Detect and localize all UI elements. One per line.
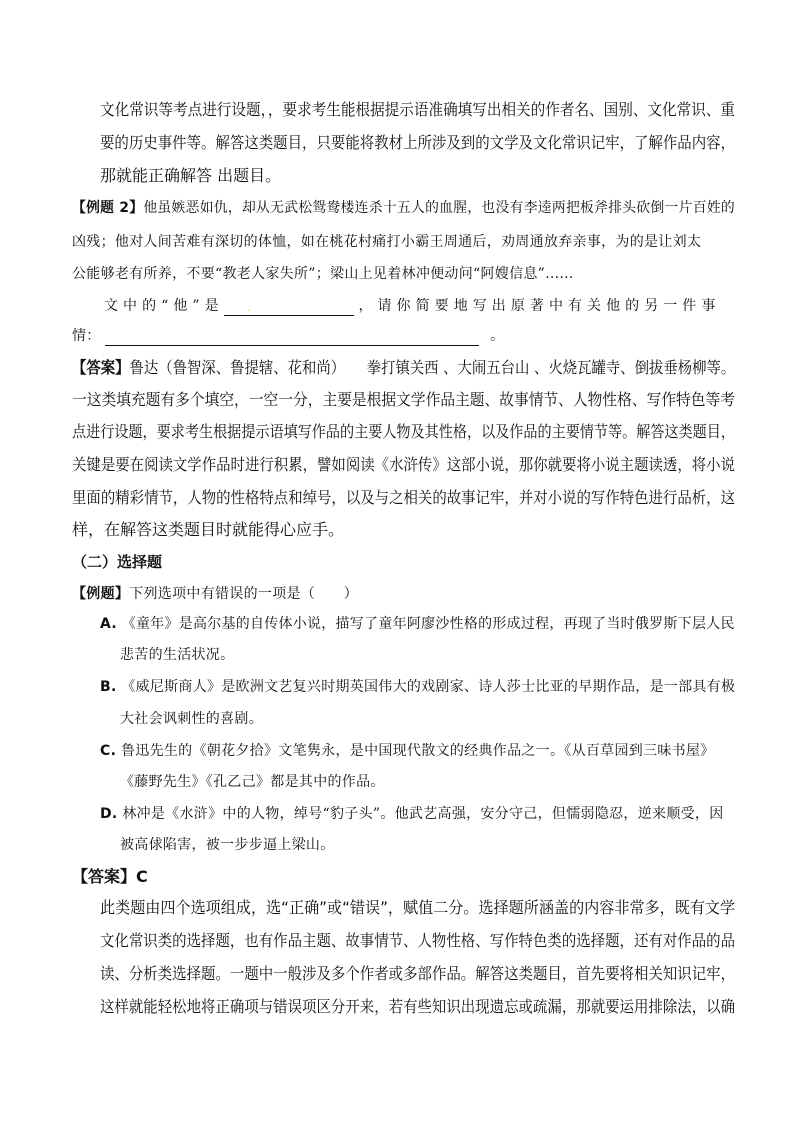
example2-line-3: 公能够老有所养，不要“教老人家失所”；梁山上见着林冲便动问“阿嫂信息”…… <box>72 266 574 282</box>
option-d-letter: D. <box>100 806 118 822</box>
example2-text-1: 他虽嫉恶如仇，却从无武松鸳鸯楼连杀十五人的血腥，也没有李逵两把板斧排头砍倒一片百姓的 <box>143 200 736 216</box>
explain2-line-3: 读、分析类选择题。一题中一般涉及多个作者或多部作品。解答这类题目，首先要将相关知识记牢， <box>100 964 736 983</box>
explain1-line-1: 一这类填充题有多个填空，一空一分，主要是根据文学作品主题、故事情节、人物性格、写作特色等考 <box>72 390 735 409</box>
question-prefix: 文 中 的 “ 他 ” 是 <box>104 298 219 314</box>
answer2-line <box>72 867 148 887</box>
example2-line-1 <box>72 198 735 218</box>
example2-line-2: 凶残；他对人间苦难有深切的体恤，如在桃花村痛打小霸王周通后，劝周通放弃亲事，为的是让刘太 <box>72 234 702 250</box>
explain1-line-5: 样，在解答这类题目时就能得心应手。 <box>72 520 345 539</box>
example3-label: 【例题】 <box>72 586 130 602</box>
example2-question-line-2 <box>72 326 504 346</box>
option-d-line-2: 被高俅陷害，被一步步逼上梁山。 <box>120 837 335 853</box>
option-a-letter: A. <box>100 616 117 632</box>
answer1-line <box>72 358 735 378</box>
explain1-line-3: 关键是要在阅读文学作品时进行积累，譬如阅读《水浒传》这部小说，那你就要将小说主题读透，将小说 <box>72 455 736 474</box>
explain2-line-1: 此类题由四个选项组成，选“正确”或“错误”，赋值二分。选择题所涵盖的内容非常多，既有文学 <box>100 898 736 917</box>
option-c-line-2: 《藤野先生》《孔乙己》都是其中的作品。 <box>120 774 385 790</box>
section2-title: （二）选择题 <box>72 553 163 571</box>
option-c-line-1 <box>100 741 715 761</box>
answer1-label: 【答案】 <box>72 358 130 377</box>
example3-question <box>72 584 358 604</box>
question-end: 。 <box>490 328 505 344</box>
explain1-line-4: 里面的精彩情节，人物的性格特点和绰号，以及与之相关的故事记牢，并对小说的写作特色进行品析，这 <box>72 488 736 507</box>
intro-line-3: 那就能正确解答 出题目。 <box>100 166 282 185</box>
intro-line-2: 要的历史事件等。解答这类题目，只要能将教材上所涉及到的文学及文化常识记牢，了解作品内容， <box>100 133 736 152</box>
intro-line-1: 文化常识等考点进行设题，，要求考生能根据提示语准确填写出相关的作者名、国别、文化常识、重 <box>100 100 736 119</box>
question-label: 情： <box>72 328 101 344</box>
answer2-label: 【答案】 <box>72 867 137 886</box>
example3-question-text: 下列选项中有错误的一项是（ ） <box>129 586 359 602</box>
option-a-line-1 <box>100 614 735 634</box>
example2-question-line-1 <box>104 296 716 316</box>
option-b-text: 《威尼斯商人》是欧洲文艺复兴时期英国伟大的戏剧家、诗人莎士比亚的早期作品，是一部具有极 <box>121 679 736 695</box>
question-suffix: ， 请 你 简 要 地 写 出 原 著 中 有 关 他 的 另 一 件 事 <box>358 298 716 314</box>
option-a-line-2: 悲苦的生活状况。 <box>120 647 235 663</box>
answer1-text: 鲁达（鲁智深、鲁提辖、花和尚） 拳打镇关西 、大闹五台山 、火烧瓦罐寺、倒拔垂杨柳等。 <box>129 358 736 377</box>
answer2-text: C <box>136 867 148 886</box>
option-c-letter: C. <box>100 743 117 759</box>
cursor-mark-icon: . <box>247 303 252 314</box>
option-c-text: 鲁迅先生的《朝花夕拾》文笔隽永，是中国现代散文的经典作品之一。《从百草园到三味书屋》 <box>120 743 715 759</box>
explain2-line-4: 这样就能轻松地将正确项与错误项区分开来，若有些知识出现遗忘或疏漏，那就要运用排除法，以确 <box>100 997 736 1016</box>
option-a-text: 《童年》是高尔基的自传体小说，描写了童年阿廖沙性格的形成过程，再现了当时俄罗斯下层人民 <box>121 616 735 632</box>
option-b-letter: B. <box>100 679 117 695</box>
explain2-line-2: 文化常识类的选择题，也有作品主题、故事情节、人物性格、写作特色类的选择题，还有对作品的品 <box>100 931 736 950</box>
example2-label: 【例题 2】 <box>72 200 144 216</box>
option-b-line-1 <box>100 677 735 697</box>
option-d-line-1 <box>100 804 724 824</box>
answer-blank-2[interactable] <box>105 329 479 346</box>
option-d-text: 林冲是《水浒》中的人物，绰号“豹子头”。他武艺高强，安分守己，但懦弱隐忍，逆来顺受，因 <box>122 806 724 822</box>
answer-blank-1[interactable] <box>224 299 354 316</box>
option-b-line-2: 大社会讽刺性的喜剧。 <box>120 711 263 727</box>
explain1-line-2: 点进行设题，要求考生根据提示语填写作品的主要人物及其性格，以及作品的主要情节等。解答这类题目， <box>72 422 735 441</box>
